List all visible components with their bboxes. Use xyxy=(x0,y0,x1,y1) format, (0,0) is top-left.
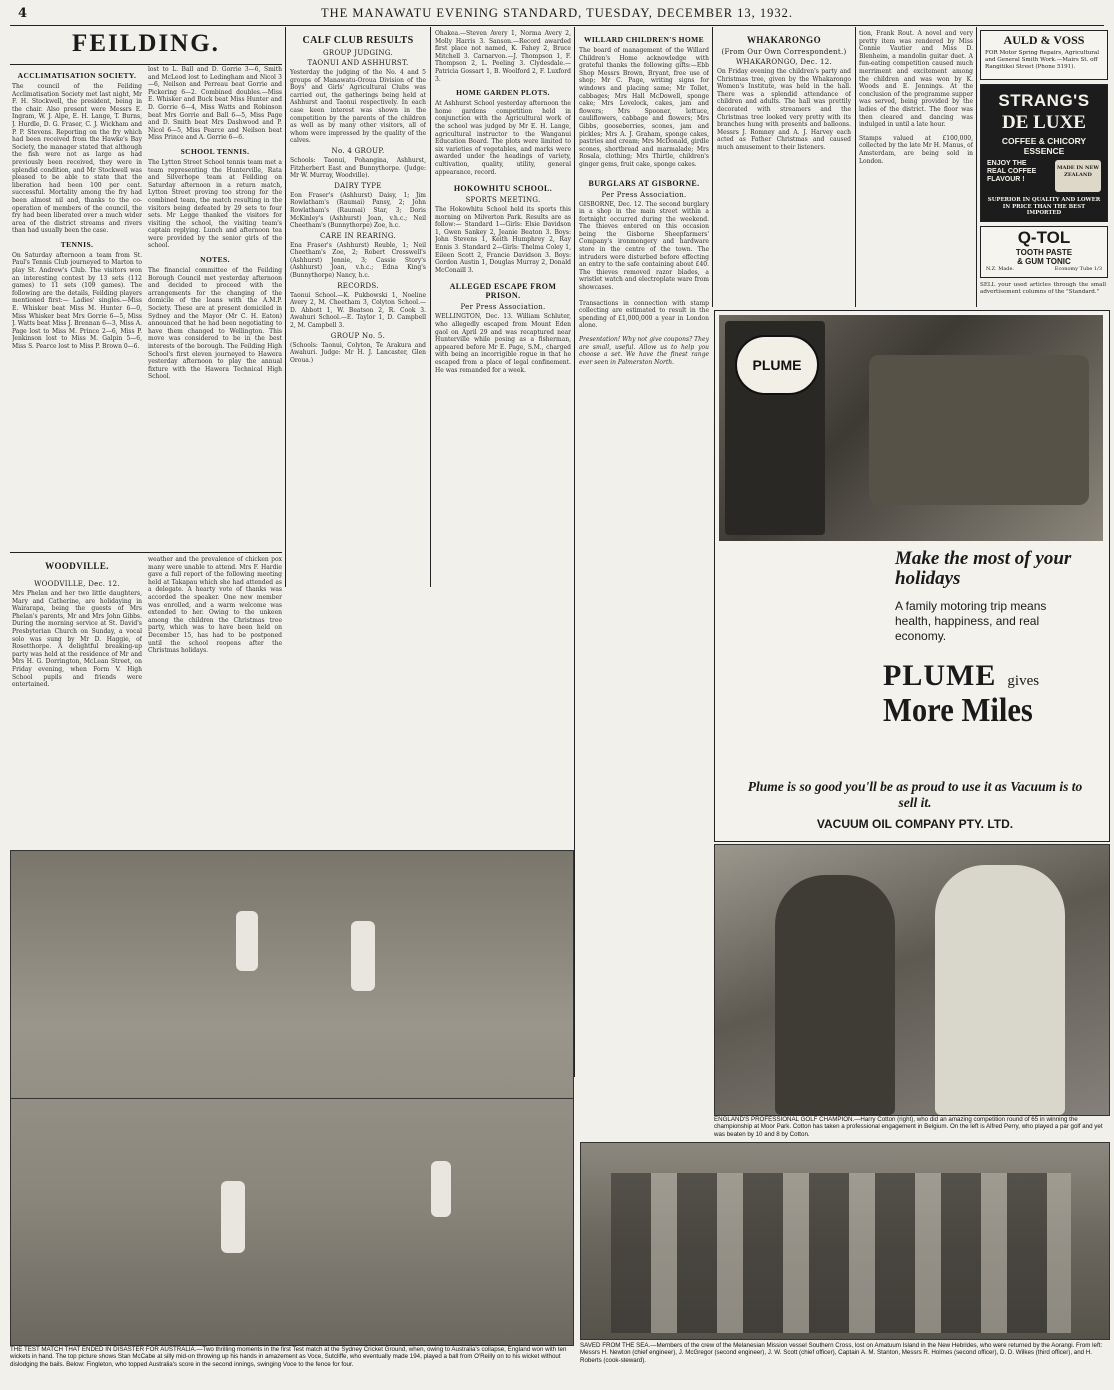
woodville-heading: WOODVILLE. xyxy=(45,561,109,571)
golf-photo xyxy=(714,844,1110,1116)
hokowhitu-sub: SPORTS MEETING. xyxy=(465,196,541,205)
hokowhitu-article: The Hokowhitu School held its sports this morning on Milverton Park. Results are as follow:— Standard 1—Girls: Elsie Davidson 1, Gwen Sankey 2, Jeanie Beaton 3. Boys: John Stevens 1, Keith Humphrey 2, Ray Ennis 3. Standard 2—Girls: Thelma Coley 1, Eileen Scott 2, Francie Davidson 3. Boys: Gordon Austin 1, Douglas Murray 2, Donald McConaill 3. xyxy=(435,206,571,274)
auld-voss-ad xyxy=(980,30,1108,80)
masthead xyxy=(0,0,1114,26)
prison-article: WELLINGTON, Dec. 13. William Schluter, who allegedly escaped from Mount Eden gaol on April 29 and was recaptured near Hunterville while posing as a fisherman, appeared before Mr E. Page, S.M., charged with being an incorrigible rogue in that he escaped from a place of legal confinement. He was remanded for a week. xyxy=(435,313,571,374)
auld-voss-text: FOR Motor Spring Repairs, Agricultural and General Smith Work.—Mairs St. off Rangitikei Street (Phone 5191). xyxy=(985,50,1100,70)
column-rule xyxy=(430,27,431,587)
willard-article: The board of management of the Willard Children's Home acknowledge with grateful thanks the following gifts:—Ebb Shop Messrs Brown, Bryant, free use of shop; Mr C. Page, writing signs for windows and placing same; Mr Tollet, cabbages; Mrs Hall McDowell, sponge cake; Mrs Lovelock, cakes, jam and flowers; Mrs Spooner, lettuce, cauliflowers, cabbage and flowers; Mrs Gibbs, gooseberries, scones, jam and pickles; Mrs A. J. Graham, sponge cakes, pastries and cream; Mrs McDonald, girdle scones, shortbread and marmalade; Mrs Rosala, clothing; Mrs Thirtle, children's ginger gems, fruit cake, sponge cakes. xyxy=(579,47,709,168)
plume-photo xyxy=(719,315,1103,541)
presentation-notice: Presentation! Why not give coupons? They are small, useful. Allow us to help you choose a set. We have the finest range ever seen in Palmerston North. xyxy=(579,336,709,366)
calf-club-sub2: TAONUI AND ASHHURST. xyxy=(307,59,409,67)
plume-slogan: Plume is so good you'll be as proud to use it as Vacuum is to sell it. xyxy=(747,779,1083,810)
feilding-section-header xyxy=(10,30,282,62)
burglars-article: GISBORNE, Dec. 12. The second burglary in a shop in the main street within a fortnight occurred during the weekend. The thieves entered on this occasion being the Gisborne Sheepfarmers' Company's ironmongery and hardware store in the centre of the town. The intruders were disturbed before effecting an entry to the safe containing about £40. The thieves removed razor blades, a wristlet watch and electroplate ware from showcases. xyxy=(579,200,709,292)
calf-club-article: Yesterday the judging of the No. 4 and 5 groups of Manawatu-Oroua Division of the Boys' and Girls' Agricultural Clubs was carried out, the gatherings being held at Ashhurst and Taonui respectively. In each case keen interest was shown in the competition by the parents of the children as well as by many other visitors, all of whom were impressed by the quality of the calves. xyxy=(290,69,426,145)
group4-heading: No. 4 GROUP. xyxy=(331,146,385,155)
auld-voss-heading: AULD & VOSS xyxy=(1003,33,1085,47)
hokowhitu-heading: HOKOWHITU SCHOOL. xyxy=(453,184,553,194)
qtol-line2: & GUM TONIC xyxy=(1017,257,1071,266)
records-heading: RECORDS. xyxy=(337,281,379,290)
woodville-column-2 xyxy=(148,556,282,846)
column-rule xyxy=(574,27,575,1077)
sell-notice xyxy=(980,282,1106,306)
tennis-article: On Saturday afternoon a team from St. Paul's Tennis Club journeyed to Marton to play St. Andrew's Club. The visitors won an interesting contest by 13 sets (112 games) to 11 sets (109 games). The following are the details, Feilding players mentioned first:— Ladies' singles.—Miss E. Whisker beat Miss M. Hunter 6—0, Miss Whisker beat Mrs Gorrie 6—5, Miss J. Watts beat Miss J. Brennan 6—3, Miss A. Page lost to Miss M. Prince 2—6, Miss P. Jenkinson lost to Miss M. Galpin 5—6, Miss S. Pearce lost to Miss P. Brown 0—6. xyxy=(12,251,142,350)
notes-article: The financial committee of the Feilding Borough Council met yesterday afternoon and decided to proceed with the arrangements for the changing of the domicile of the loans with the A.M.P. Society. These are at present domiciled in Sydney and the Mayor (Mr C. H. Eaton) announced that he had been negotiating to have them changed to Wellington. This move was considered to be in the best interests of the borough. The Feilding High School's first eleven journeyed to Hawera yesterday afternoon to play the annual fixture with the Hawera Technical High School. xyxy=(148,267,282,381)
care-in-rearing-heading: CARE IN REARING. xyxy=(319,231,397,240)
willard-column xyxy=(579,30,709,1075)
willard-heading: WILLARD CHILDREN'S HOME xyxy=(583,35,705,44)
dairy-type-text: Eon Fraser's (Ashhurst) Daisy, 1; Jim Rowlatham's (Raumai) Pansy, 2; John Rowlatham's (Raumai) Star, 3; Doris McKinley's (Ashhurst) Joan, v.h.c.; Neil Cheetham's (Bunnythorpe) Zoe, h.c. xyxy=(290,191,426,230)
qtol-footer-right: Economy Tube 1/3 xyxy=(1054,266,1102,272)
strangs-brand: STRANG'S xyxy=(998,91,1090,110)
plume-pump-sign: PLUME xyxy=(735,335,819,395)
crew-group-icon xyxy=(611,1173,1071,1333)
garden-hokowhitu-column xyxy=(435,30,571,846)
whakarongo-article: On Friday evening the children's party and Christmas tree, given by the Whakarongo Women's Institute, was held in the hall. There was a splendid attendance of children and adults. The hall was prettily decorated with streamers and the Christmas tree looked very pretty with its branches hung with presents and balloons. Messrs J. Romney and A. J. Harvey each acted as Father Christmas and caused much amusement to their listeners. xyxy=(717,68,851,151)
strangs-ad xyxy=(980,84,1108,222)
woodville-column-1 xyxy=(12,578,142,846)
column-rule xyxy=(855,27,856,307)
prison-sub: Per Press Association. xyxy=(460,303,546,312)
qtol-brand: Q-TOL xyxy=(1017,228,1071,247)
plume-brand: PLUME xyxy=(883,659,997,692)
cricketer-figure-icon xyxy=(236,911,258,971)
strangs-made-in: MADE IN NEW ZEALAND xyxy=(1057,165,1099,178)
calf-club-sub1: GROUP JUDGING. xyxy=(322,49,393,57)
sea-photo xyxy=(580,1142,1110,1340)
calf-club-continued: Ohakea.—Steven Avery 1, Norma Avery 2, Molly Harris 3. Sanson.—Record awarded first place not named, K. Fahey 2, Bruce Mitchell 3. Carnarvon.—J. Thompson 1, F. Thompson 2, L. Peeling 3. Clydesdale.—Patricia Gossart 1, B. Woolford 2, F. Luxford 3. xyxy=(435,30,571,83)
stamps-article: Stamps valued at £100,000, collected by the late Mr H. Manus, of Amsterdam, are being sold in London. xyxy=(859,134,973,165)
home-garden-article: At Ashhurst School yesterday afternoon the home gardens competition held in conjunction with the Agricultural work of the school was judged by Mr E. H. Lange, agricultural instructor to the Wanganui Education Board. The plots were limited to six varieties of vegetables, and marks were awarded under the headings of variety, cultivation, quality, utility, general appearance, record. xyxy=(435,100,571,176)
tennis-continued: lost to L. Ball and D. Gorrie 3—6, Smith and McLeod lost to Ledingham and Nicol 3—6, Neilson and Perreau beat Gorrie and Pickering 6—2. Combined doubles.—Miss E. Whisker and Buck beat Miss Hunter and D. Gorrie 6—4, Miss Watts and Robinson beat Mrs Gorrie and Ball 6—5, Miss Page and D. Smith beat Mrs Dashwood and P. Nicol 6—5, Miss Pearce and Neilson beat Miss Prince and A. Gorrie 6—6. xyxy=(148,66,282,142)
section-rule xyxy=(10,552,282,553)
acclimatisation-article: The council of the Feilding Acclimatisation Society met last night, Mr F. H. Stockwell, the president, being in the chair. Also present were Messrs E. Ingram, W. J. Alpe, E. H. Lange, T. Burns, J. Hurdle, D. G. Fraser, C. J. Wickham and P. P. Stevens. Reporting on the fry which had been received from the Hawke's Bay Society, the manager stated that although the fish were not as large as had previously been received, they were in splendid condition, and Mr Stockwell was pleased to be able to state that the liberation had been 100 per cent. successful. Mortality among the fry had been almost nil and, thanks to the co-operation of members of the council, the fry had been liberated over a much wider area of the district streams and rivers than had usually been the case. xyxy=(12,83,142,235)
heading-rule xyxy=(10,64,282,65)
plume-gives: gives xyxy=(1007,673,1040,689)
whakarongo-sub: (From Our Own Correspondent.) xyxy=(721,48,847,56)
school-tennis-article: The Lytton Street School tennis team met a team representing the Hunterville, Rata and Silverhope team at Feilding on Saturday afternoon in a return match, Lytton Street proving too strong for the combined team, the match resulting in the visitors being defeated by 29 sets to four sets. Mr Legge thanked the visitors for visiting the school, the visiting team's captain replying. Lunch and afternoon tea were provided by the senior girls of the school. xyxy=(148,158,282,250)
page-number: 4 xyxy=(18,6,28,21)
plume-body: A family motoring trip means health, happiness, and real economy. xyxy=(895,599,1047,643)
notes-heading: NOTES. xyxy=(200,255,230,265)
group4-text: Schools: Taonui, Pohangina, Ashhurst, Fitzherbert East and Bunnythorpe. (Judge: Mr W. Murray, Woodville). xyxy=(290,156,426,180)
prison-heading: ALLEGED ESCAPE FROM PRISON. xyxy=(449,282,557,301)
strangs-deluxe: DE LUXE xyxy=(1002,112,1086,133)
cricketer-figure-icon xyxy=(221,1181,245,1253)
care-in-rearing-text: Ena Fraser's (Ashhurst) Reuble, 1; Neil Cheetham's Zoe, 2; Robert Cresswell's (Ashhurst) Jennie, 3; Cassie Story's (Ashhurst) Joan, v.h.c.; Edna King's (Bunnythorpe) Nancy, h.c. xyxy=(290,241,426,280)
burglars-sub: Per Press Association. xyxy=(601,190,687,199)
golfer-figure-icon xyxy=(775,875,895,1115)
tennis-heading: TENNIS. xyxy=(60,239,94,249)
school-tennis-heading: SCHOOL TENNIS. xyxy=(180,146,250,156)
whakarongo-continued-column xyxy=(859,30,973,305)
cricket-photo xyxy=(10,850,574,1346)
records-text: Taonui School.—K. Pukbowski 1, Noeline Avery 2, M. Cheetham 3, Colyton School.—D. Abbott 1, W. Beatson 2, R. Cook 3. Awahuri School.—E. Taylor 1, D. Campbell 2, M. Campbell 3. xyxy=(290,291,426,330)
woodville-dateline: WOODVILLE, Dec. 12. xyxy=(34,580,120,588)
petrol-pump-icon xyxy=(725,321,825,535)
group5-text: (Schools: Taonui, Colyton, Te Arakura and Awahuri. Judge: Mr H. J. Lancaster, Glen Oroua.) xyxy=(290,341,426,364)
qtol-ad xyxy=(980,226,1108,278)
calf-club-column xyxy=(290,30,426,846)
golf-caption: ENGLAND'S PROFESSIONAL GOLF CHAMPION.—Harry Cotton (right), who did an amazing competition round of 65 in winning the championship at Moor Park. Cotton has taken a professional engagement in Belgium. On the left is Alfred Perry, who played a par golf and yet was beaten by 10 and 8 by Cotton. xyxy=(714,1116,1103,1138)
calf-club-heading: CALF CLUB RESULTS xyxy=(302,35,414,46)
qtol-line1: TOOTH PASTE xyxy=(1015,248,1073,257)
transactions-article: Transactions in connection with stamp collecting are estimated to result in the spending of £1,000,000 a year in London alone. xyxy=(579,299,709,330)
plume-more-miles: More Miles xyxy=(883,692,1033,729)
whakarongo-column xyxy=(717,30,851,305)
feilding-heading: FEILDING. xyxy=(72,30,220,57)
home-garden-heading: HOME GARDEN PLOTS. xyxy=(456,88,550,98)
sea-caption: SAVED FROM THE SEA.—Members of the crew of the Melanesian Mission vessel Southern Cross, lost on Amatuum Island in the New Hebrides, who were returned by the Aorangi. From left: Messrs H. Newton (chief engineer), J. McGregor (second engineer), J. W. Scott (chief officer), Captain A. M. Stanton, Messrs R. Holmes (second officer), D. D. Wilkes (third officer), and H. Roberts (cook-steward). xyxy=(580,1342,1103,1364)
cricket-caption: THE TEST MATCH THAT ENDED IN DISASTER FOR AUSTRALIA.—Two thrilling moments in the first Test match at the Sydney Cricket Ground, when, owing to Australia's collapse, England won with ten wickets in hand. The top picture shows Stan McCabe at silly mid-on throwing up his hands in amazement as Voce, Sutcliffe, who eventually made 194, played a ball from O'Reilly on to his wicket without dislodging the bails. Below: Fingleton, who topped Australia's score in the second innings, swinging Voce to the fence for four. xyxy=(10,1346,567,1368)
acclimatisation-heading: ACCLIMATISATION SOCIETY. xyxy=(17,71,137,80)
cricketer-figure-icon xyxy=(351,921,375,991)
photo-divider xyxy=(11,1098,573,1099)
plume-logo xyxy=(883,659,1107,729)
strangs-product: COFFEE & CHICORY ESSENCE xyxy=(1001,136,1087,156)
strangs-tagline: SUPERIOR IN QUALITY AND LOWER IN PRICE THAN THE BEST IMPORTED xyxy=(987,197,1101,217)
column-rule xyxy=(976,27,977,307)
whakarongo-dateline: WHAKARONGO, Dec. 12. xyxy=(735,58,833,66)
plume-company: VACUUM OIL COMPANY PTY. LTD. xyxy=(816,817,1014,831)
dairy-type-heading: DAIRY TYPE xyxy=(334,181,382,190)
cricketer-figure-icon xyxy=(431,1161,451,1217)
column-rule xyxy=(285,27,286,587)
whakarongo-heading: WHAKARONGO xyxy=(746,35,821,45)
plume-ad xyxy=(714,310,1110,842)
woodville-article: Mrs Phelan and her two little daughters, Mary and Catherine, are holidaying in Wairarapa, being the guests of Mrs Phelan's parents, Mr and Mrs John Gibbs. During the morning service at St. David's Presbyterian Church on Sunday, a vocal solo was sung by Mr D. Haggie, of Rosetthorpe. A delightful breaking-up party was held at the residence of Mr and Mrs H. G. Dorrington, McLean Street, on Friday evening, when Form V. High School pupils and friends were entertained. xyxy=(12,590,142,689)
feilding-column-2 xyxy=(148,66,282,549)
whakarongo-continued: tion, Frank Rout. A novel and very pretty item was rendered by Miss Connie Vautier and Miss D. Blenheim, a mandolin guitar duet. A fun-eating competition caused much merriment and excitement among the children and was won by K. Woods and E. Jennings. At the conclusion of the programme supper was served, being provided by the ladies of the district. The floor was then cleared and dancing was indulged in until a late hour. xyxy=(859,30,973,129)
newspaper-title: THE MANAWATU EVENING STANDARD, TUESDAY, DECEMBER 13, 1932. xyxy=(320,6,794,20)
sell-notice-text: SELL your used articles through the small advertisement columns of the "Standard." xyxy=(980,282,1106,295)
group5-heading: GROUP No. 5. xyxy=(330,331,386,340)
qtol-footer-left: N.Z. Made. xyxy=(986,266,1015,272)
masthead-rule xyxy=(10,25,1104,26)
golfer-figure-icon xyxy=(935,865,1065,1115)
feilding-column-1 xyxy=(12,66,142,549)
burglars-heading: BURGLARS AT GISBORNE. xyxy=(588,178,700,188)
family-car-icon xyxy=(869,355,1089,505)
strangs-enjoy: ENJOY THE REAL COFFEE FLAVOUR ! xyxy=(987,160,1037,183)
strangs-bottle-icon xyxy=(1055,160,1101,192)
woodville-continued: weather and the prevalence of chicken pox many were unable to attend. Mrs F. Hardie gave a full report of the following meeting held at Takapau which she had attended as a delegate. A hearty vote of thanks was accorded the speaker. One new member was enrolled, and a warm welcome was extended to her. Owing to the unkeen among the children the Christmas tree party, which was to have been held on December 15, has had to be postponed until the school reopens after the Christmas holidays. xyxy=(148,556,282,655)
column-rule xyxy=(712,27,713,307)
plume-headline: Make the most of your holidays xyxy=(895,548,1072,589)
